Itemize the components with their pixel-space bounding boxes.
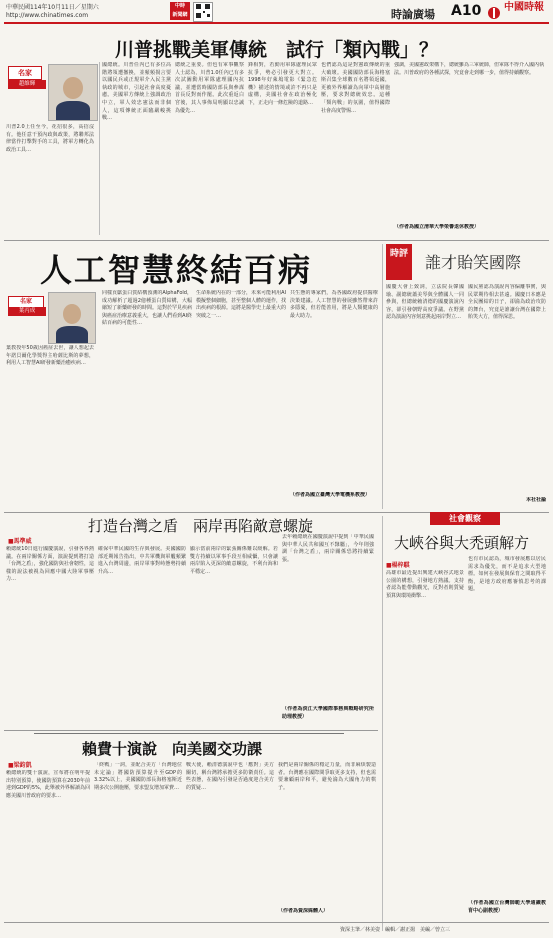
brand-emblem-icon xyxy=(487,6,501,20)
section-title: 時論廣場 xyxy=(391,8,435,21)
article2-column-3: 生命系統內在的一部分，未來可能利用AI模擬整個細胞，甚至整個人體的運作，找出疾病的根源。這將是醫學史上最重大的突破之一… xyxy=(196,290,286,319)
article3-column-1: 國慶大會上致詞，立法院長韓國瑜、副總統蕭美琴與全體國人一同參與，但總統賴清德的國慶演說內容，卻引發朝野高度爭議。在野黨認為演說內容刻意挑起兩岸對立… xyxy=(386,284,464,321)
article4-column-1: 賴總統10日進行國慶演說，引發各界熱議。在兩岸關係方面，演說提到將打造「台灣之盾」，強化國防與社會韌性，這樣的說法被視為回應中國大陸軍事壓力… xyxy=(6,546,94,583)
article5-column-1: 高雄市最近提出興建大峽谷式地景公園的構想，引發地方熱議。支持者認為能帶動觀光，反對者則質疑預算與環境衝擊… xyxy=(386,570,464,599)
article2-headline: 人工智慧終結百病 xyxy=(40,251,313,289)
article5-badge: 社會觀察 xyxy=(430,512,500,525)
article1-author-name: 趙維輝 xyxy=(8,80,46,89)
article6-headline: 賴費十演說 向美國交功課 xyxy=(82,740,263,758)
article6-byline: （作者為資深媒體人） xyxy=(278,908,329,914)
article1-column-2: 國總統。川普任內已有多位高階將領遭撤換，並頻頻揚言要以國民兵或正規軍介入民主黨執政的城市，引起社會高度憂慮。美國軍方傳統上強調政治中立，軍人效忠憲法而非個人，這項傳統正面臨嚴峻挑戰… xyxy=(102,62,171,122)
page-number: A10 xyxy=(451,3,482,19)
article1-column-3: 總統之重要。但也有軍事觀察人士認為，川普1.0任內已有多次試圖動用軍隊處理國內抗議，並遭當時國防部長與參謀首長反對而作罷。此次重返白宮後，其人事佈局明顯以忠誠為優先… xyxy=(175,62,244,114)
footer-rule xyxy=(4,922,549,923)
article4-column-4: 去年賴總統在國慶演說中提到「中華民國與中華人民共和國互不隸屬」，今年則強調「台灣之盾」，兩岸關係恐將持續緊張。 xyxy=(282,534,374,563)
column-divider xyxy=(99,62,100,235)
chinatimes-logo[interactable]: 中時 新聞網 xyxy=(170,2,190,20)
publication-date: 中華民國114年10月11日／星期六 xyxy=(6,4,99,11)
article6-column-2: 「終戰」一詞，並配合美方「台灣地位未定論」將國防預算提升至GDP的3.32%以上，美國國防部長海格塞斯近期多次公開施壓，要求盟友增加軍費… xyxy=(94,762,182,791)
article1-lead-text: 川普2.0上任至今，花招很多，高招沒有。他任意干預內政與政策，將聯邦法律當作打擊對手的工具，將軍方轉化為政治工具… xyxy=(6,124,94,153)
header-rule xyxy=(4,22,549,24)
article4-byline: （作者為淡江大學國際事務與戰略研究所助理教授） xyxy=(282,706,374,720)
article3-byline: 本社社論 xyxy=(525,497,546,503)
article2-lead-text: 葉教授年50歲因癌症去世，讓人想起去年諾貝爾化學獎得主哈薩比斯的夢想，利用人工智慧AI研發新藥治癒疾病… xyxy=(6,345,94,367)
article4-column-3: 顯示當前兩岸的緊張關係難以緩解。若雙方持續以軍事手段互相威懾，只會讓兩岸陷入更深的敵意螺旋，不利台海和平穩定… xyxy=(190,546,278,575)
column-divider xyxy=(382,244,383,509)
article6-column-1: 賴總統的雙十演說，宣布將在明年提出特別預算，使國防預算在2030年前達到GDP的5%，此舉被外界解讀為回應美國川普政府的要求… xyxy=(6,770,90,799)
article5-author: ■楊梓騏 xyxy=(386,562,410,569)
article6-author: ■梁鈞凱 xyxy=(8,762,32,769)
section-divider xyxy=(4,730,378,731)
qr-code-icon[interactable] xyxy=(193,2,213,22)
article3-column-2: 國民黨認為演說內容偏離事實，與民眾期待相去甚遠。國慶日本應是全民團結的日子，卻淪為政治攻防的舞台，究竟是誰讓台灣在國際上貽笑大方，值得深思。 xyxy=(468,284,546,321)
column-divider xyxy=(382,516,383,931)
article5-column-2: 也有市民認為，城市發展應以居民需求為優先，而不是追求大型地標。如何在發展與保育之間取得平衡，是地方政府應審慎思考的課題。 xyxy=(468,556,546,593)
article1-headline: 川普挑戰美軍傳統 試行「類內戰」？ xyxy=(115,39,439,61)
article6-column-4: 我們是兩岸關係的穩定力量，而非麻煩製造者。台灣應在國際間爭取更多支持，但也需要兼顧兩岸和平，避免淪為大國角力的棋子。 xyxy=(278,762,376,791)
headline-rule xyxy=(34,733,344,734)
article1-column-tag: 名家 xyxy=(8,66,42,80)
article2-byline: （作者為國立臺灣大學電機系教授） xyxy=(290,492,371,498)
article1-byline: （作者為國立清華大學榮譽退休教授） xyxy=(394,224,480,230)
article2-column-tag: 名家 xyxy=(8,296,44,308)
section-divider xyxy=(4,240,549,241)
article2-author-photo xyxy=(48,292,96,344)
article5-byline: （作者為國立台灣師範大學通識教育中心副教授） xyxy=(468,900,546,914)
article3-badge: 時評 xyxy=(386,244,412,280)
article4-column-2: 確保中華民國的生存與發展。美國國防部近期報告指出，中共軍機與軍艦頻繁進入台灣周邊，兩岸軍事對峙態勢持續升高… xyxy=(98,546,186,575)
footer-credits: 資深主筆／林美姿 編輯／謝正揚 美編／曾立三 xyxy=(340,927,451,933)
article1-author-photo xyxy=(48,64,98,121)
article1-column-5: 也們認為這是對憲政傳統的重大破壞。美國國防部長海格塞斯召集全球數百名將領返國，更被外界解讀為向軍中高層施壓，要求對總統效忠。這種「類內戰」的氛圍，值得國際社會高度警惕… xyxy=(321,62,390,114)
article2-column-4: 共生態的專家們，為各國政府提供醫療決策建議。人工智慧的發展雖然帶來許多隱憂，但若能善用，將是人類健康的最大助力。 xyxy=(290,290,378,319)
article5-headline: 大峽谷與大禿頭解方 xyxy=(394,534,530,552)
article3-headline: 誰才貽笑國際 xyxy=(425,253,522,272)
article4-headline: 打造台灣之盾 兩岸再陷敵意螺旋 xyxy=(88,517,314,535)
article2-author-name: 葉丙成 xyxy=(8,307,46,316)
website-url[interactable]: http://www.chinatimes.com xyxy=(6,12,89,19)
article1-column-4: 鋒相對，若動用軍隊處理民眾抗爭，勢必引發更大對立。1998年好萊塢電影《緊急危機》描述的情境或許不再只是虛構，美國社會在政治極化下，正走向一條危險的道路… xyxy=(248,62,317,106)
article4-author: ■馬準威 xyxy=(8,538,32,545)
article2-column-2: 同樣貢獻蛋白質結構預測的AlphaFold，成功解析了超過2億種蛋白質結構，大幅縮短了新藥研發的時間。這對於罕見疾病與癌症治療意義重大，也讓人們看到AI終結百病的可能性… xyxy=(102,290,192,327)
china-times-brand-logo: 中國時報 xyxy=(499,2,549,28)
article6-column-3: 戰大使，賴清德演說中也「應對」美方關切，稱台灣將承擔更多防衛責任。這些表態，在國內引發是否過度迎合美方的質疑… xyxy=(186,762,274,791)
header-date xyxy=(6,4,99,20)
article1-column-6: 強調，美國憲政架構下，總統雖為三軍統帥，但軍隊不得介入國內執法。川普政府的各種試探，究竟會走到哪一步，值得持續觀察。 xyxy=(394,62,544,76)
